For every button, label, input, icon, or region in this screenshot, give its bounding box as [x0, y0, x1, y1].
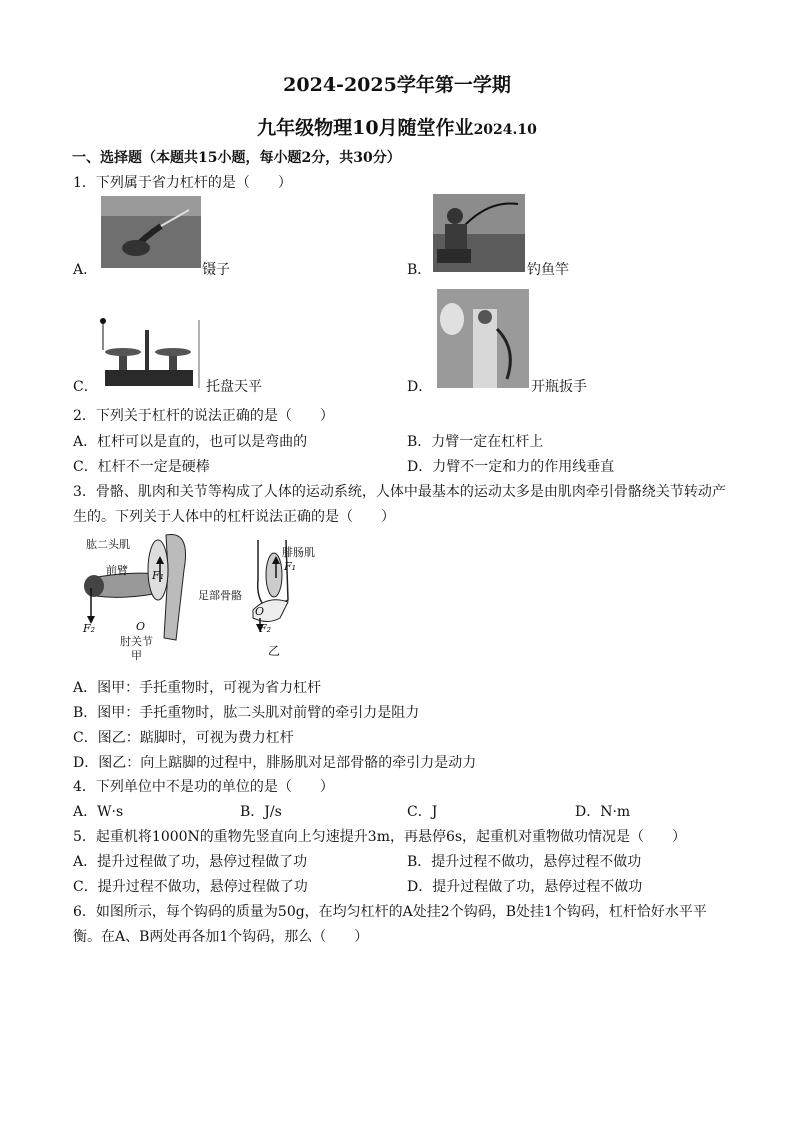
q6-stem-line1: 6．如图所示，每个钩码的质量为50g，在均匀杠杆的A处挂2个钩码，B处挂1个钩码，杠杆恰好水平平 — [73, 904, 707, 920]
label-forearm: 前臂 — [106, 564, 128, 577]
subtitle-date: 2024.10 — [473, 122, 537, 138]
balance-scale-icon — [99, 312, 203, 390]
label-jia: 甲 — [131, 649, 142, 662]
label-jia-o: O — [136, 620, 146, 633]
q1-option-c-letter: C． — [73, 379, 98, 395]
q4-option-c: C．J — [407, 804, 438, 820]
label-yi: 乙 — [268, 644, 281, 658]
label-foot-bone: 足部骨骼 — [198, 589, 242, 602]
q1-option-b-caption: 钓鱼竿 — [527, 262, 569, 278]
label-jia-f1: F₁ — [152, 569, 165, 582]
fishing-rod-icon — [433, 194, 525, 272]
q1-option-c-caption: 托盘天平 — [206, 379, 262, 395]
balance-photo — [99, 312, 203, 390]
label-calf-muscle: 腓肠肌 — [282, 546, 315, 559]
page-title: 2024-2025学年第一学期 — [283, 74, 511, 96]
page-subtitle — [0, 113, 794, 140]
q6-stem-line2: 衡。在A、B两处再各加1个钩码，那么（ ） — [73, 929, 369, 945]
label-jia-f2: F₂ — [83, 622, 96, 635]
q1-option-a-caption: 镊子 — [202, 262, 230, 278]
q5-stem: 5．起重机将1000N的重物先竖直向上匀速提升3m，再悬停6s，起重机对重物做功情况是（ ） — [73, 829, 687, 845]
q3-option-a: A．图甲：手托重物时，可视为省力杠杆 — [73, 680, 322, 696]
q1-option-d-letter: D． — [407, 379, 433, 395]
q3-option-b: B．图甲：手托重物时，肱二头肌对前臂的牵引力是阻力 — [73, 705, 420, 721]
q3-option-d: D．图乙：向上踮脚的过程中，腓肠肌对足部骨骼的牵引力是动力 — [73, 755, 477, 771]
q2-option-c: C．杠杆不一定是硬棒 — [73, 459, 210, 475]
tweezers-icon — [101, 196, 201, 268]
label-yi-f1: F₁ — [284, 560, 297, 573]
tweezers-photo — [101, 196, 201, 268]
q3-stem-line2: 生的。下列关于人体中的杠杆说法正确的是（ ） — [73, 509, 395, 525]
q5-option-b: B．提升过程不做功，悬停过程不做功 — [407, 854, 642, 870]
q4-option-a: A．W·s — [73, 804, 124, 820]
q2-stem: 2．下列关于杠杆的说法正确的是（ ） — [73, 408, 334, 424]
q4-option-d: D．N·m — [575, 804, 631, 820]
q1-option-a-letter: A． — [73, 262, 98, 278]
subtitle-text: 九年级物理10月随堂作业 — [257, 117, 474, 139]
label-elbow: 肘关节 — [120, 635, 153, 648]
bottle-opener-icon — [437, 289, 529, 388]
q2-option-a: A．杠杆可以是直的，也可以是弯曲的 — [73, 434, 308, 450]
q2-option-b: B．力臂一定在杠杆上 — [407, 434, 544, 450]
q4-option-b: B．J/s — [240, 804, 282, 820]
q3-stem-line1: 3．骨骼、肌肉和关节等构成了人体的运动系统，人体中最基本的运动太多是由肌肉牵引骨骼绕关节转动产 — [73, 484, 726, 500]
q1-option-d-caption: 开瓶扳手 — [531, 379, 587, 395]
label-biceps: 肱二头肌 — [86, 538, 130, 551]
q1-option-b-letter: B． — [407, 262, 432, 278]
q3-option-c: C．图乙：踮脚时，可视为费力杠杆 — [73, 730, 294, 746]
q5-option-a: A．提升过程做了功，悬停过程做了功 — [73, 854, 308, 870]
section-heading: 一、选择题（本题共15小题，每小题2分，共30分） — [72, 150, 401, 166]
label-yi-f2: F₂ — [259, 622, 272, 635]
q4-stem: 4．下列单位中不是功的单位的是（ ） — [73, 779, 334, 795]
bottle-opener-photo — [437, 289, 529, 388]
q2-option-d: D．力臂不一定和力的作用线垂直 — [407, 459, 615, 475]
fishing-rod-photo — [433, 194, 525, 272]
q1-stem: 1．下列属于省力杠杆的是（ ） — [73, 175, 292, 191]
q5-option-c: C．提升过程不做功，悬停过程做了功 — [73, 879, 308, 895]
label-yi-o: O — [255, 605, 265, 618]
q5-option-d: D．提升过程做了功，悬停过程不做功 — [407, 879, 643, 895]
